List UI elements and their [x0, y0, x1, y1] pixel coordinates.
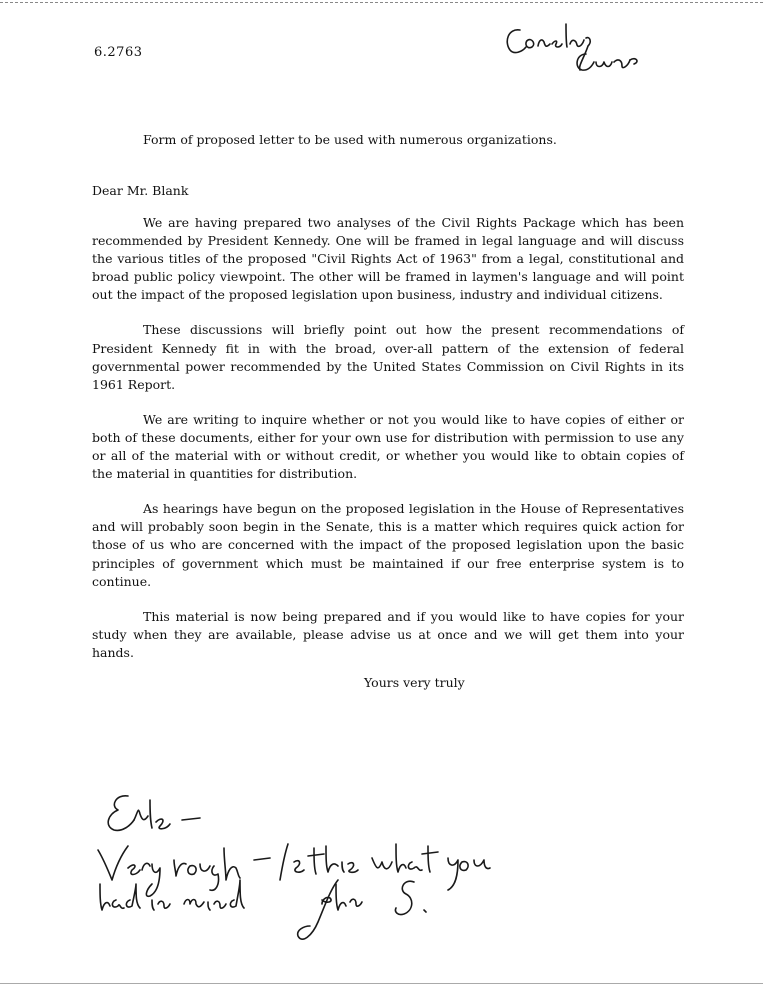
- letter-subject: Form of proposed letter to be used with numerous organizations.: [143, 132, 557, 147]
- document-number: 6.2763: [94, 45, 143, 60]
- paragraph: This material is now being prepared and if you would like to have copies for your study when they are available, please advise us at once and we will get them into your hands.: [92, 608, 684, 660]
- closing: Yours very truly: [364, 675, 465, 690]
- paragraph: These discussions will briefly point out how the present recommendations of President Kennedy fit in with the broad, over-all pattern of the extension of federal governmental power recommended by the United States Commission on Civil Rights in its 1961 Report.: [92, 322, 684, 392]
- salutation: Dear Mr. Blank: [92, 183, 189, 198]
- handwritten-bottom-note: [98, 796, 490, 939]
- paragraph: We are writing to inquire whether or not you would like to have copies of either or both of these documents, either for your own use for distribution with permission to use any or all of the material with or without credit, or whether you would like to obtain copies of the material in quantities for distribution.: [92, 411, 684, 482]
- paragraph: We are having prepared two analyses of the Civil Rights Package which has been recommended by President Kennedy. One will be framed in legal language and will discuss the various titles of the proposed "Civil Rights Act of 1963" from a legal, constitutional and broad public policy viewpoint. The other will be framed in laymen's language and will point out the impact of the proposed legislation upon business, industry and individual citizens.: [92, 215, 684, 303]
- paragraph: As hearings have begun on the proposed legislation in the House of Representatives and will probably soon begin in the Senate, this is a matter which requires quick action for those of us who are concerned with the impact of the proposed legislation upon the basic principles of government which must be maintained if our free enterprise system is to continue.: [92, 501, 684, 589]
- handwritten-top-right-note-2: [577, 54, 637, 70]
- bottom-border: [0, 983, 763, 984]
